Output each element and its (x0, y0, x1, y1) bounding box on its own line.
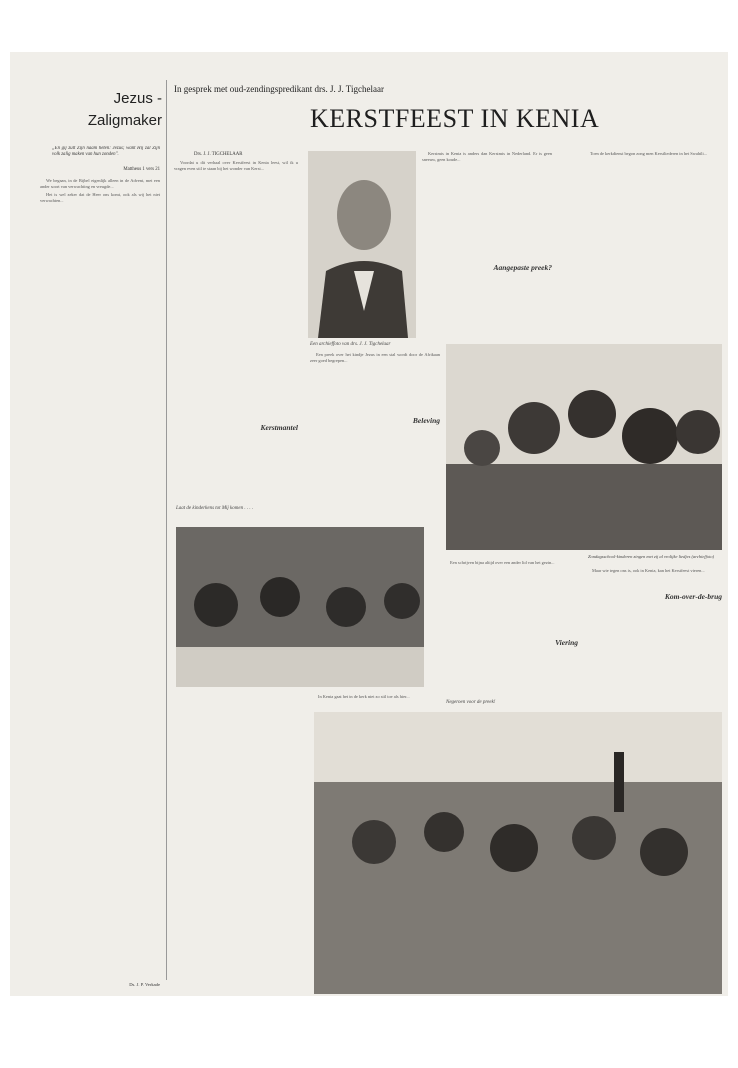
article-body-col-1: Voordat u dit verhaal over Kerstfeest in Kenia leest, wil ik u vragen even stil te staan bij het wonder van Kerst... (174, 160, 298, 171)
caption-children: Laat de kinderkens tot Mij komen . . . . (176, 506, 254, 511)
title-line-2: Zaligmaker (87, 112, 162, 129)
left-column-author: Ds. J. P. Verkade (129, 982, 160, 987)
article-body-col-5: Maar wie tegen ons is, ook in Kenia, kan het Kerstfeest vieren... (592, 568, 705, 573)
headline: KERSTFEEST IN KENIA (310, 104, 600, 133)
article-body-col-3: Toen de kerkdienst begon zong men Kerstliederen in het Swahili... (590, 151, 707, 156)
subhead-aangepaste-preek: Aangepaste preek? (493, 263, 552, 272)
subhead-kerstmantel: Kerstmantel (260, 423, 298, 432)
caption-crowd-top: Zondagsschool-kinderen zingen met zij al vrolijke liedjes (archieffoto) (588, 554, 715, 559)
children-photo (176, 527, 424, 687)
article-body-col-6: In Kenia gaat het in de kerk niet zo stil toe als hier... (318, 694, 410, 699)
header-kicker: In gesprek met oud-zendingspredikant drs. J. J. Tigchelaar (174, 84, 384, 94)
subhead-beleving: Beleving (412, 416, 440, 425)
caption-portrait: Een archieffoto van drs. J. J. Tigchelaar (310, 342, 391, 347)
epigraph: „En gij zult Zijn naam heten: Jezus; want Hij zal Zijn volk zalig maken van hun zonden". (52, 146, 160, 157)
article-byline: Drs. J. J. TIGCHELAAR (194, 152, 243, 157)
subhead-kom-over-de-brug: Kom-over-de-brug (664, 592, 722, 601)
left-column-body: We begaan, in de Bijbel eigenlijk alleen in de Advent, met een ander soort van verwachting en vreugde... Het is wel zeker dat de Heer ons komt, ook als wij het niet verwachten... (40, 178, 160, 203)
portrait-photo (308, 151, 416, 338)
epigraph-reference: Mattheus 1 vers 21 (123, 167, 160, 172)
article-body-col-2: Kerstmis in Kenia is anders dan Kerstmis in Nederland. Er is geen sneeuw, geen koude... (422, 151, 552, 162)
title-line-1: Jezus - (113, 90, 162, 107)
column-divider (166, 80, 167, 980)
left-column-title (87, 88, 162, 132)
crowd-photo-top (446, 344, 722, 550)
article-body-col-4: Een schrijven bijna altijd over een ander lid van het gezin... (450, 560, 555, 565)
article-body-col-2b: Een preek over het kindje Jezus in een stal wordt door de Afrikaan zeer goed begrepen... (310, 352, 440, 363)
caption-crowd-bottom: Negeroen voor de preek! (446, 700, 496, 705)
subhead-viering: Viering (555, 638, 578, 647)
crowd-photo-bottom (314, 712, 722, 994)
